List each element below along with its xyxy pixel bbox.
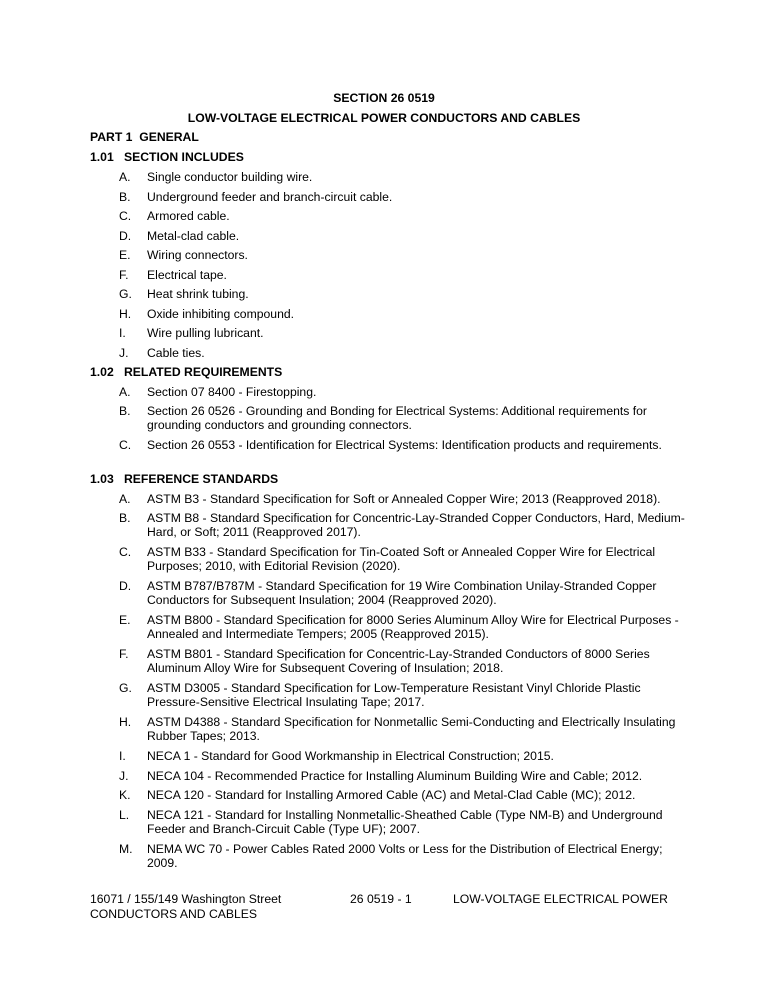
list-item-text: NECA 120 - Standard for Installing Armored Cable (AC) and Metal-Clad Cable (MC); 2012. bbox=[147, 788, 636, 802]
list-item bbox=[119, 613, 689, 641]
list-item bbox=[119, 326, 689, 340]
list-item-text: Single conductor building wire. bbox=[147, 170, 313, 184]
list-item bbox=[119, 209, 689, 223]
section-heading-number: 1.03 bbox=[90, 472, 114, 486]
footer-project bbox=[90, 892, 281, 922]
list-item-text: Oxide inhibiting compound. bbox=[147, 307, 295, 321]
list-item bbox=[119, 842, 689, 870]
list-item bbox=[119, 808, 689, 836]
list-item-letter: F. bbox=[119, 647, 129, 661]
list-item-letter: B. bbox=[119, 511, 131, 525]
section-heading-title: RELATED REQUIREMENTS bbox=[124, 365, 283, 379]
footer-page-ref: 26 0519 - 1 bbox=[350, 892, 412, 906]
list-item-letter: H. bbox=[119, 715, 132, 729]
list-item-text: Underground feeder and branch-circuit cable. bbox=[147, 190, 393, 204]
list-item bbox=[119, 647, 689, 675]
section-heading-1-02 bbox=[90, 365, 282, 379]
section-heading-title: REFERENCE STANDARDS bbox=[124, 472, 279, 486]
list-item bbox=[119, 545, 689, 573]
list-item-letter: I. bbox=[119, 326, 126, 340]
list-item-letter: E. bbox=[119, 613, 131, 627]
list-item-letter: C. bbox=[119, 438, 132, 452]
list-item bbox=[119, 248, 689, 262]
list-item-letter: J. bbox=[119, 346, 129, 360]
list-item-text: Cable ties. bbox=[147, 346, 205, 360]
list-item-text: NECA 121 - Standard for Installing Nonmetallic-Sheathed Cable (Type NM-B) and Underground Feeder and Branch-Circuit Cable (Type UF); 2007. bbox=[147, 808, 663, 836]
list-item-text: ASTM D4388 - Standard Specification for Nonmetallic Semi-Conducting and Electrically Insulating Rubber Tapes; 2013. bbox=[147, 715, 676, 743]
section-heading-1-01 bbox=[90, 150, 244, 164]
list-item-letter: B. bbox=[119, 404, 131, 418]
list-item-letter: G. bbox=[119, 681, 132, 695]
list-item-letter: A. bbox=[119, 385, 131, 399]
list-item bbox=[119, 788, 689, 802]
list-item-text: Section 26 0553 - Identification for Electrical Systems: Identification products and requirements. bbox=[147, 438, 662, 452]
section-heading-number: 1.02 bbox=[90, 365, 114, 379]
list-item-letter: H. bbox=[119, 307, 132, 321]
list-item-text: Metal-clad cable. bbox=[147, 229, 240, 243]
list-item-text: NECA 1 - Standard for Good Workmanship in Electrical Construction; 2015. bbox=[147, 749, 554, 763]
footer-title-right: LOW-VOLTAGE ELECTRICAL POWER bbox=[453, 892, 668, 906]
list-item bbox=[119, 492, 689, 506]
list-item bbox=[119, 346, 689, 360]
section-title: LOW-VOLTAGE ELECTRICAL POWER CONDUCTORS AND CABLES bbox=[187, 111, 581, 125]
list-item-text: NECA 104 - Recommended Practice for Installing Aluminum Building Wire and Cable; 2012. bbox=[147, 769, 643, 783]
list-item-text: ASTM D3005 - Standard Specification for Low-Temperature Resistant Vinyl Chloride Plastic Pressure-Sensitive Electrical Insulating Tape; 2017. bbox=[147, 681, 641, 709]
list-item bbox=[119, 438, 689, 452]
list-item-letter: I. bbox=[119, 749, 126, 763]
list-item-text: Wire pulling lubricant. bbox=[147, 326, 264, 340]
list-item-letter: M. bbox=[119, 842, 133, 856]
list-item-text: ASTM B33 - Standard Specification for Tin-Coated Soft or Annealed Copper Wire for Electrical Purposes; 2010, with Editorial Revision (2020). bbox=[147, 545, 656, 573]
part-number: PART 1 bbox=[90, 130, 133, 144]
list-item-text: NEMA WC 70 - Power Cables Rated 2000 Volts or Less for the Distribution of Electrical Energy; 2009. bbox=[147, 842, 663, 870]
list-item-text: ASTM B8 - Standard Specification for Concentric-Lay-Stranded Copper Conductors, Hard, Medium-Hard, or Soft; 2011 (Reapproved 2017). bbox=[147, 511, 685, 539]
list-item-letter: E. bbox=[119, 248, 131, 262]
section-number: SECTION 26 0519 bbox=[333, 91, 435, 105]
list-item-letter: A. bbox=[119, 492, 131, 506]
section-heading-title: SECTION INCLUDES bbox=[124, 150, 244, 164]
footer-project-line2: CONDUCTORS AND CABLES bbox=[90, 907, 258, 921]
list-item bbox=[119, 385, 689, 399]
list-item-letter: K. bbox=[119, 788, 131, 802]
footer-project-line1: 16071 / 155/149 Washington Street bbox=[90, 892, 282, 906]
section-heading-number: 1.01 bbox=[90, 150, 114, 164]
list-item bbox=[119, 579, 689, 607]
list-item bbox=[119, 229, 689, 243]
list-item-letter: G. bbox=[119, 287, 132, 301]
list-item bbox=[119, 769, 689, 783]
list-item-text: Wiring connectors. bbox=[147, 248, 248, 262]
list-item-text: ASTM B801 - Standard Specification for Concentric-Lay-Stranded Conductors of 8000 Series Aluminum Alloy Wire for Subsequent Covering of Insulation; 2018. bbox=[147, 647, 650, 675]
list-item-letter: A. bbox=[119, 170, 131, 184]
list-item-text: ASTM B787/B787M - Standard Specification for 19 Wire Combination Unilay-Stranded Copper Conductors for Subsequent Insulation; 2004 (Reapproved 2020). bbox=[147, 579, 657, 607]
list-item-letter: F. bbox=[119, 268, 129, 282]
list-item-text: Armored cable. bbox=[147, 209, 230, 223]
list-item bbox=[119, 190, 689, 204]
list-item bbox=[119, 715, 689, 743]
list-item-text: Section 26 0526 - Grounding and Bonding for Electrical Systems: Additional requirements for grounding conductors and grounding connectors. bbox=[147, 404, 647, 432]
list-item-letter: C. bbox=[119, 209, 132, 223]
list-item-letter: D. bbox=[119, 229, 132, 243]
list-item bbox=[119, 268, 689, 282]
list-item-letter: J. bbox=[119, 769, 129, 783]
list-item-text: ASTM B800 - Standard Specification for 8000 Series Aluminum Alloy Wire for Electrical Purposes - Annealed and Intermediate Tempers; 2005 (Reapproved 2015). bbox=[147, 613, 679, 641]
list-item bbox=[119, 681, 689, 709]
list-item-letter: C. bbox=[119, 545, 132, 559]
list-item-text: Electrical tape. bbox=[147, 268, 227, 282]
list-item-text: ASTM B3 - Standard Specification for Soft or Annealed Copper Wire; 2013 (Reapproved 2018). bbox=[147, 492, 661, 506]
list-item bbox=[119, 170, 689, 184]
list-item bbox=[119, 307, 689, 321]
list-item-letter: B. bbox=[119, 190, 131, 204]
section-heading-1-03 bbox=[90, 472, 278, 486]
list-item-letter: L. bbox=[119, 808, 130, 822]
list-item-letter: D. bbox=[119, 579, 132, 593]
list-item bbox=[119, 511, 689, 539]
list-item-text: Heat shrink tubing. bbox=[147, 287, 249, 301]
part-heading bbox=[90, 130, 199, 144]
list-item bbox=[119, 404, 689, 432]
part-title: GENERAL bbox=[139, 130, 199, 144]
list-item-text: Section 07 8400 - Firestopping. bbox=[147, 385, 317, 399]
list-item bbox=[119, 749, 689, 763]
list-item bbox=[119, 287, 689, 301]
